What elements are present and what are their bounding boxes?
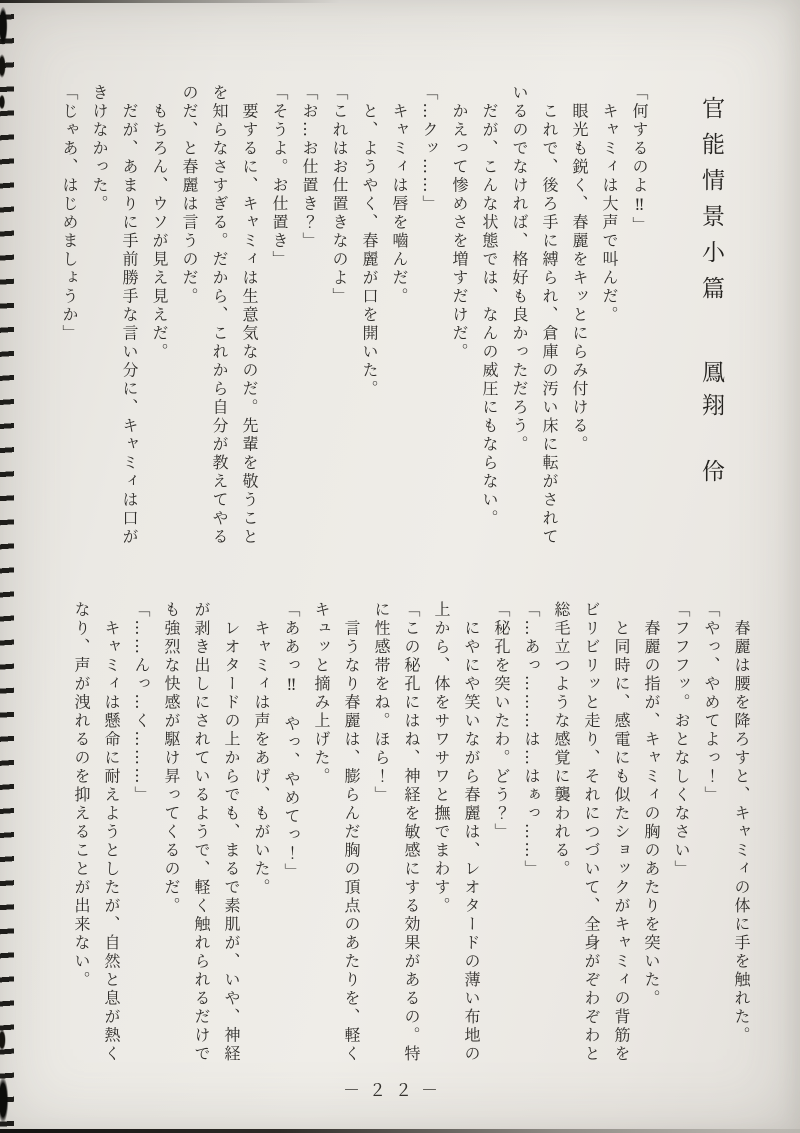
text-line: 「フフフッ。おとなしくなさい」 [672, 601, 691, 879]
text-line: にやにや笑いながら春麗は、レオタードの薄い布地の [462, 601, 481, 1064]
text-line: 要するに、キャミィは生意気なのだ。先輩を敬うこと [240, 84, 259, 547]
text-line: 「何するのよ‼」 [630, 84, 649, 235]
text-line: 「…あっ………は…はぁっ……」 [522, 601, 541, 879]
text-line: 上から、体をサワサワと撫でまわす。 [432, 601, 451, 916]
scan-gutter-left [0, 0, 14, 1133]
text-line: キャミィは懸命に耐えようとしたが、自然と息が熱く [102, 601, 121, 1064]
text-line: 「…クッ……」 [420, 84, 439, 214]
text-line: 「ああっ‼ やっ、やめてっ！」 [282, 601, 301, 882]
text-line: 「この秘孔にはね、神経を敏感にする効果があるの。特 [402, 601, 421, 1064]
text-line: のだ、と春麗は言うのだ。 [180, 84, 199, 306]
text-line: を知らなさすぎる。だから、これから自分が教えてやる [210, 84, 229, 547]
text-line: 春麗の指が、キャミィの胸のあたりを突いた。 [642, 601, 661, 1008]
text-line: 春麗は腰を降ろすと、キャミィの体に手を触れた。 [732, 601, 751, 1045]
text-line: 「じゃあ、はじめましょうか」 [60, 84, 79, 343]
text-line: キャミィは大声で叫んだ。 [600, 84, 619, 325]
scan-edge-top [0, 0, 340, 3]
text-line: 「そうよ。お仕置き」 [270, 84, 289, 269]
page-title: 官能情景小篇 [698, 96, 724, 312]
scan-edge-bottom [0, 1129, 800, 1133]
text-line: 「……んっ…く………」 [132, 601, 151, 805]
text-line: 総毛立つような感覚に襲われる。 [552, 601, 571, 879]
story-block-bottom [66, 601, 756, 1073]
text-line: いるのでなければ、格好も良かっただろう。 [510, 84, 529, 454]
text-line: 「やっ、やめてよっ！」 [702, 601, 721, 805]
text-line: と同時に、感電にも似たショックがキャミィの背筋を [612, 601, 631, 1064]
text-line: 「お…お仕置き？」 [300, 84, 319, 251]
text-line: キュッと摘み上げた。 [312, 601, 331, 786]
text-line: かえって惨めさを増すだけだ。 [450, 84, 469, 362]
text-line: これで、後ろ手に縛られ、倉庫の汚い床に転がされて [540, 84, 559, 547]
text-line: なり、声が洩れるのを抑えることが出来ない。 [72, 601, 91, 990]
text-line: も強烈な快感が駆け昇ってくるのだ。 [162, 601, 181, 916]
text-line: だが、こんな状態では、なんの威圧にもならない。 [480, 84, 499, 528]
text-line: 「秘孔を突いたわ。どう？」 [492, 601, 511, 842]
text-line: もちろん、ウソが見え見えだ。 [150, 84, 169, 362]
text-line: キャミィは声をあげ、もがいた。 [252, 601, 271, 897]
text-line: に性感帯をね。ほら！」 [372, 601, 391, 805]
story-block-top [54, 84, 654, 550]
author-name: 鳳翔 伶 [698, 360, 724, 492]
text-line: きけなかった。 [90, 84, 109, 214]
text-line: だが、あまりに手前勝手な言い分に、キャミィは口が [120, 84, 139, 547]
page-number: －２２－ [343, 1081, 447, 1101]
text-line: レオタードの上からでも、まるで素肌が、いや、神経 [222, 601, 241, 1064]
text-line: 言うなり春麗は、膨らんだ胸の頂点のあたりを、軽く [342, 601, 361, 1064]
text-line: ビリビリッと走り、それにつづいて、全身がぞわぞわと [582, 601, 601, 1064]
text-line: 「これはお仕置きなのよ」 [330, 84, 349, 306]
text-line: が剥き出しにされているようで、軽く触れられるだけで [192, 601, 211, 1064]
text-line: 眼光も鋭く、春麗をキッとにらみ付ける。 [570, 84, 589, 454]
text-line: キャミィは唇を嚙んだ。 [390, 84, 409, 306]
text-line: と、ようやく、春麗が口を開いた。 [360, 84, 379, 399]
